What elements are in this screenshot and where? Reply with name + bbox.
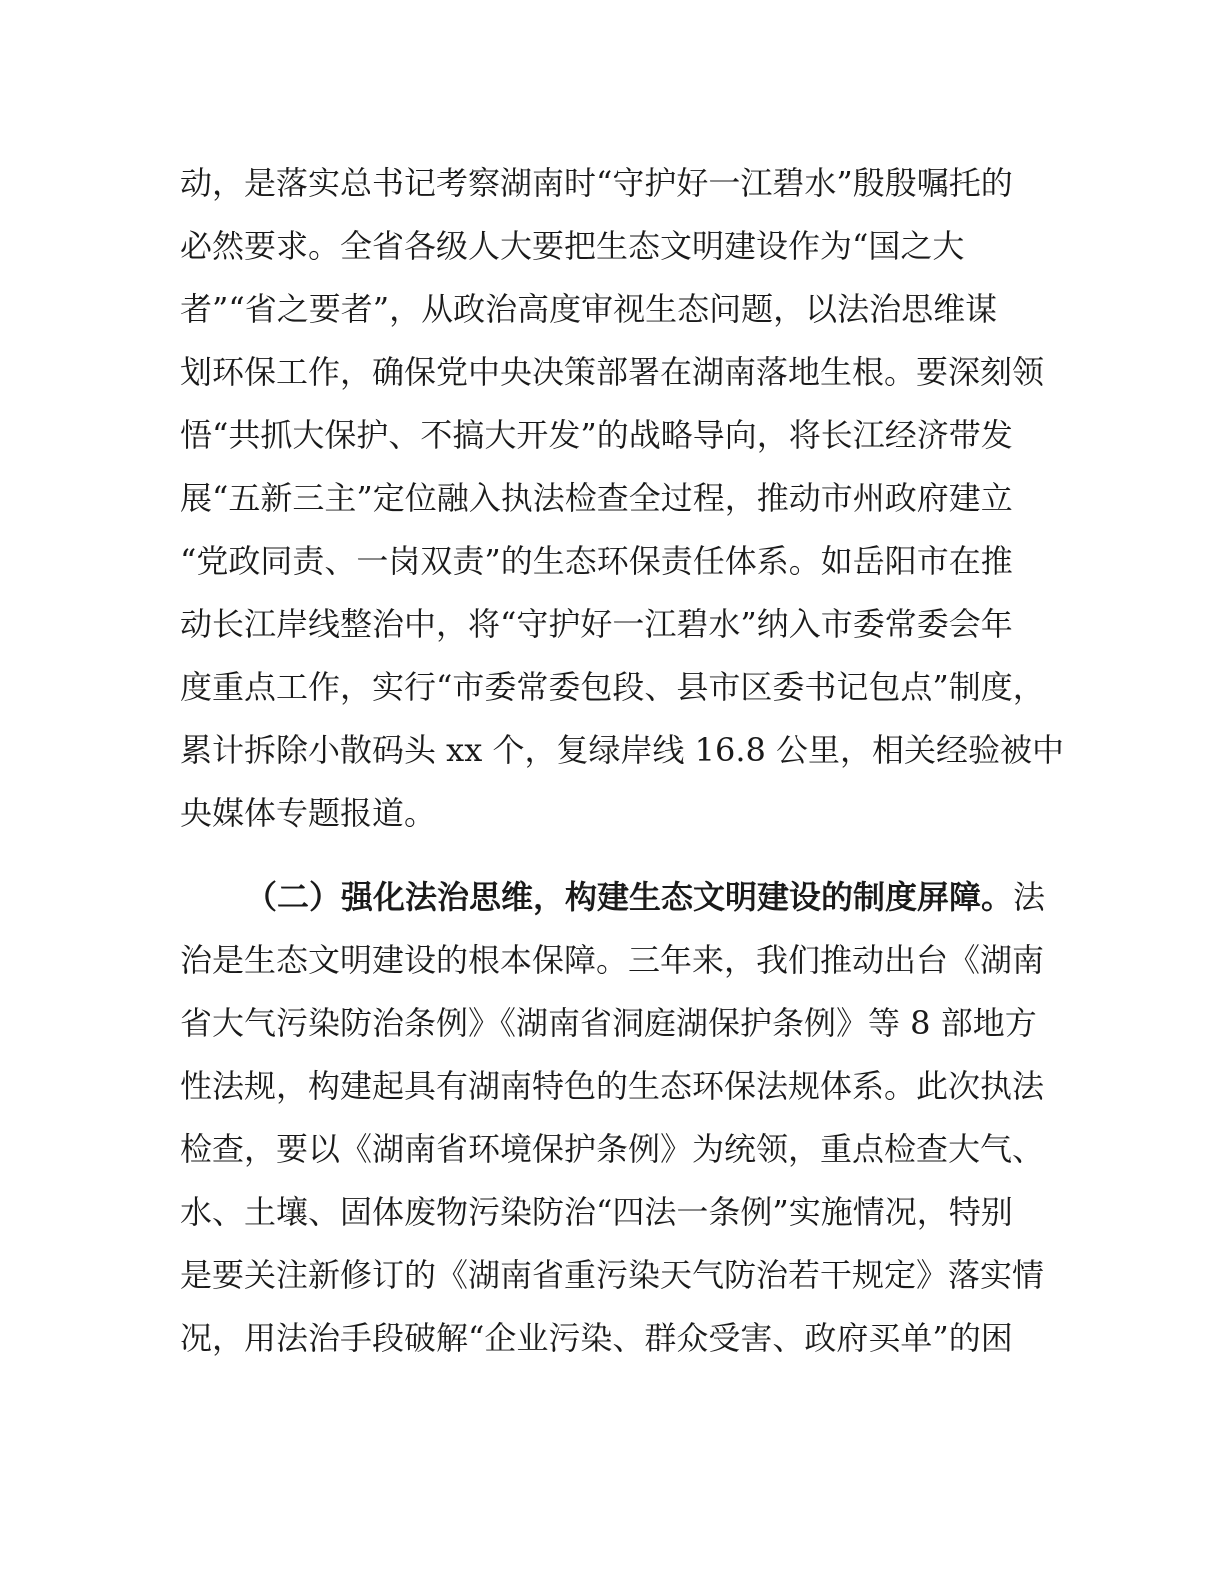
paragraph-1-line-7: “党政同责、一岗双责”的生态环保责任体系。如岳阳市在推 [180,542,1013,580]
paragraph-1-line-9: 度重点工作，实行“市委常委包段、县市区委书记包点”制度， [180,668,1045,706]
paragraph-2-line-3: 性法规，构建起具有湖南特色的生态环保法规体系。此次执法 [180,1067,1045,1105]
paragraph-2-line-5: 水、土壤、固体废物污染防治“四法一条例”实施情况，特别 [180,1193,1013,1231]
paragraph-1-line-4: 划环保工作，确保党中央决策部署在湖南落地生根。要深刻领 [180,353,1045,391]
paragraph-2-line-4: 检查，要以《湖南省环境保护条例》为统领，重点检查大气、 [180,1130,1045,1168]
paragraph-2-line-1: 治是生态文明建设的根本保障。三年来，我们推动出台《湖南 [180,941,1045,979]
paragraph-1-line-10: 累计拆除小散码头 xx 个，复绿岸线 16.8 公里，相关经验被中 [180,731,1065,769]
paragraph-1-line-8: 动长江岸线整治中，将“守护好一江碧水”纳入市委常委会年 [180,605,1013,643]
paragraph-2-line-6: 是要关注新修订的《湖南省重污染天气防治若干规定》落实情 [180,1256,1045,1294]
section-heading: （二）强化法治思维，构建生态文明建设的制度屏障。 [245,878,1014,916]
paragraph-1-line-1: 动，是落实总书记考察湖南时“守护好一江碧水”殷殷嘱托的 [180,164,1013,202]
paragraph-1-line-2: 必然要求。全省各级人大要把生态文明建设作为“国之大 [180,227,965,265]
paragraph-1-line-3: 者”“省之要者”，从政治高度审视生态问题，以法治思维谋 [180,290,998,328]
paragraph-2-line-2: 省大气污染防治条例》《湖南省洞庭湖保护条例》等 8 部地方 [180,1004,1037,1042]
paragraph-1-line-11: 央媒体专题报道。 [180,794,437,832]
paragraph-2-heading-line [245,877,1045,917]
paragraph-2-line-7: 况，用法治手段破解“企业污染、群众受害、政府买单”的困 [180,1319,1013,1357]
paragraph-1-line-5: 悟“共抓大保护、不搞大开发”的战略导向，将长江经济带发 [180,416,1013,454]
section-heading-tail: 法 [1013,878,1046,916]
paragraph-1-line-6: 展“五新三主”定位融入执法检查全过程，推动市州政府建立 [180,479,1013,517]
